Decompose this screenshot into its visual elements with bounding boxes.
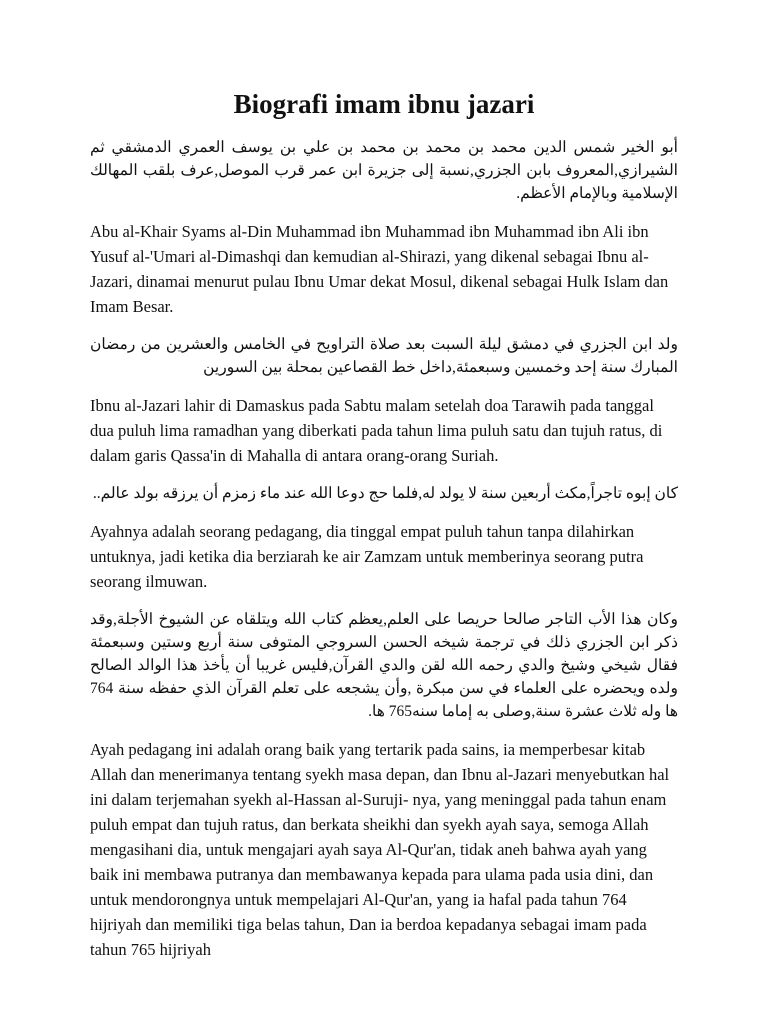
arabic-paragraph-1: أبو الخير شمس الدين محمد بن محمد بن محمد بن علي بن يوسف العمري الدمشقي ثم الشيرازي,المعروف بابن الجزري,نسبة إلى جزيرة ابن عمر قرب الموصل,عرف بلقب المهالك الإسلامية وبالإمام الأعظم.	[90, 139, 678, 203]
indonesian-paragraph-4: Ayah pedagang ini adalah orang baik yang tertarik pada sains, ia memperbesar kitab Allah dan menerimanya tentang syekh masa depan, dan Ibnu al-Jazari menyebutkan hal ini dalam terjemahan syekh al-Hassan al-Suruji- nya, yang meninggal pada tahun enam puluh empat dan tujuh ratus, dan berkata sheikhi dan syekh ayah saya, semoga Allah mengasihani dia, untuk mengajari ayah saya Al-Qur'an, tidak aneh bahwa ayah yang baik ini membawa putranya dan membawanya kepada para ulama pada usia dini, dan untuk mendorongnya untuk mempelajari Al-Qur'an, yang ia hafal pada tahun 764 hijriyah dan memiliki tiga belas tahun, Dan ia berdoa kepadanya sebagai imam pada tahun 765 hijriyah	[90, 740, 670, 960]
arabic-paragraph-2: ولد ابن الجزري في دمشق ليلة السبت بعد صلاة التراويح في الخامس والعشرين من رمضان المبارك سنة إحد وخمسين وسبعمئة,داخل خط القصاعين بمحلة بين السورين	[90, 336, 678, 377]
indonesian-paragraph-1: Abu al-Khair Syams al-Din Muhammad ibn Muhammad ibn Muhammad ibn Ali ibn Yusuf al-'Umari al-Dimashqi dan kemudian al-Shirazi, yang dikenal sebagai Ibnu al-Jazari, dinamai menurut pulau Ibnu Umar dekat Mosul, dikenal sebagai Hulk Islam dan Imam Besar.	[90, 222, 669, 317]
document-title: Biografi imam ibnu jazari	[233, 89, 535, 119]
indonesian-paragraph-2: Ibnu al-Jazari lahir di Damaskus pada Sabtu malam setelah doa Tarawih pada tanggal dua puluh lima ramadhan yang diberkati pada tahun lima puluh satu dan tujuh ratus, di dalam garis Qassa'in di Mahalla di antara orang-orang Suriah.	[90, 396, 663, 466]
arabic-paragraph-4: وكان هذا الأب التاجر صالحا حريصا على العلم,يعظم كتاب الله ويتلقاه عن الشيوخ الأجلة,وقد ذكر ابن الجزري ذلك في ترجمة شيخه الحسن السروجي المتوفى سنة أربع وستين وسبعمئة فقال شيخي وشيخ والدي رحمه الله لقن والدي القرآن,فليس غريبا أن يأخذ هذا الوالد الصالح ولده ويحضره على العلماء في سن مبكرة ,وأن يشجعه على تعلم القرآن الذي حفظه سنة 764 ها وله ثلاث عشرة سنة,وصلى به إماما سنه765 ها.	[90, 611, 678, 721]
indonesian-paragraph-3: Ayahnya adalah seorang pedagang, dia tinggal empat puluh tahun tanpa dilahirkan untuknya, jadi ketika dia berziarah ke air Zamzam untuk memberinya seorang putra seorang ilmuwan.	[90, 522, 644, 592]
arabic-paragraph-3: كان إبوه تاجراً,مكث أربعين سنة لا يولد له,فلما حج دوعا الله عند ماء زمزم أن يرزقه بولد عالم..	[92, 485, 678, 503]
